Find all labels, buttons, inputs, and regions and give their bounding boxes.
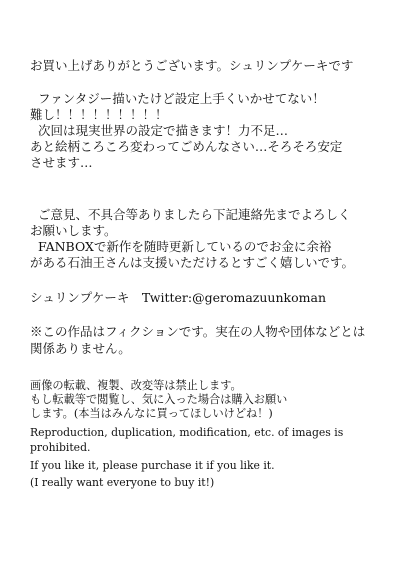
para3-line-1: ご意見、不具合等ありましたら下記連絡先までよろしく — [38, 207, 351, 222]
fiction-line-1: ※この作品はフィクションです。実在の人物や団体などとは — [30, 324, 366, 339]
para2-line-5: させます… — [30, 155, 93, 170]
notice-jp-line-2: もし転載等で閲覧し、気に入った場合は購入お願い — [30, 393, 288, 406]
para2-line-4: あと絵柄ころころ変わってごめんなさい…そろそろ安定 — [30, 139, 343, 154]
para2-line-3: 次回は現実世界の設定で描きます！力不足… — [38, 123, 289, 138]
fiction-line-2: 関係ありません。 — [30, 341, 131, 356]
notice-en-line-1: Reproduction, duplication, modification, etc. of images is — [30, 426, 344, 439]
para3-line-3: FANBOXで新作を随時更新しているのでお金に余裕 — [38, 239, 332, 254]
para2-line-1: ファンタジー描いたけど設定上手くいかせてない！ — [38, 91, 325, 106]
thanks-line: お買い上げありがとうございます。シュリンプケーキです — [30, 58, 354, 73]
para3-line-4: がある石油王さんは支援いただけるとすごく嬉しいです。 — [30, 255, 355, 270]
para2-line-2: 難し！！！！！！！！！ — [30, 107, 168, 122]
notice-en-line-4: (I really want everyone to buy it!) — [30, 476, 215, 489]
notice-en-line-3: If you like it, please purchase it if you like it. — [30, 459, 275, 472]
notice-en-line-2: prohibited. — [30, 441, 91, 454]
contact-line: シュリンプケーキ Twitter:@geromazuunkoman — [30, 290, 326, 305]
notice-jp-line-1: 画像の転載、複製、改変等は禁止します。 — [30, 379, 242, 392]
notice-jp-line-3: します。(本当はみんなに買ってほしいけどね！) — [30, 407, 273, 420]
para3-line-2: お願いします。 — [30, 223, 117, 238]
